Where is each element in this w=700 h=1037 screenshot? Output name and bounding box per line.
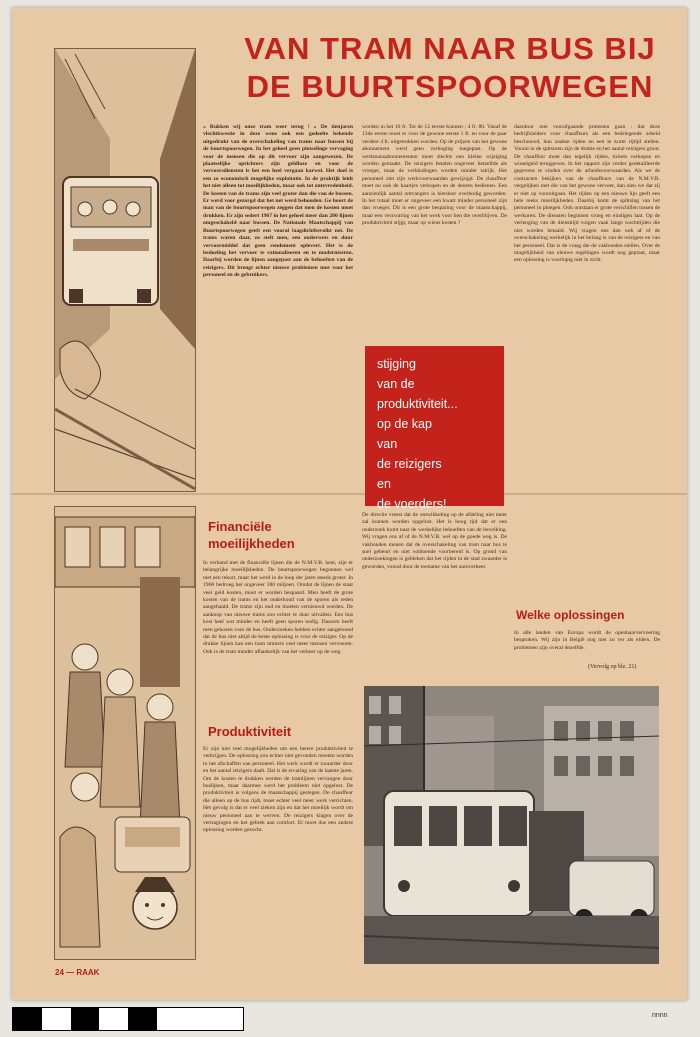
archive-scale-bar <box>12 1007 244 1031</box>
column-2b-text: De directie vreest dat de ontwikkeling op de afdeling niet meer zal kunnen worden opgelost. Het is hoog tijd dat er een onderzoek komt naar de werkelijke behoeften van de bevolking. Wij vragen ons af of de N.M.V.B. wel op de goede weg is. De vakbonden menen dat de overschakeling van tram naar bus te snel gebeurt en niet voldoende voorbereid is. Op grond van onderzoekingen is gebleken dat het rijden in de stad zwaarder is geworden, vooral door de toename van het autoverkeer. <box>362 512 507 570</box>
heading-line: moeilijkheden <box>208 536 295 551</box>
heading-welke-oplossingen: Welke oplossingen <box>516 608 625 622</box>
tram-photo <box>364 686 659 964</box>
heading-line: Financiële <box>208 519 272 534</box>
heading-produktiviteit: Produktiviteit <box>208 724 292 739</box>
produktiviteit-section-text: Er zijn niet veel mogelijkheden om een betere produktiviteit te verkrijgen. De oplossing zou echter niet gevonden moeten worden in het afschaffen van personeel. Het werk wordt er zwaarder door en het aantal reizigers daalt. Dat is de ervaring van de laatste jaren. Om de kosten te drukken werden de tramlijnen vervangen door buslijnen, maar daarmee werd het probleem niet opgelost. De produktiviteit is volgens de maatschappij gestegen. De chauffeur die alleen op de bus rijdt, moet echter veel meer werk verrichten. Het gevolg is dat er veel zieken zijn en dat het moeilijk wordt om nieuw personeel aan te werven. De reizigers klagen over de vertragingen en het gebrek aan comfort. Er moet dus een andere oplossing worden gezocht. <box>203 746 353 834</box>
callout-line: op de kap <box>377 417 432 431</box>
callout-line: stijging <box>377 357 416 371</box>
crowd-illustration <box>54 506 196 960</box>
article-title <box>230 30 670 106</box>
column-3b-text: In alle landen van Europa wordt de openbaarvervoering besproken. Wij zijn in België nog niet zo ver als elders. De problemen zijn overal dezelfde. <box>514 630 660 651</box>
column-2-text: worden in het 10 fr. Tot de 12 eerste kunnen ; 4 fr. 80. Vanaf de 13de eerste moet er voor de gewone eerste 1 fr. en voor de paar verdere 4 fr. uitgetrokken worden. Op de prijzen van het gewone abonnement werd geen verhoging toegepast. Op de werkmansabonnementen moet slechts een kleine wijziging worden gemaakt. De reizigers betalen ongeveer hetzelfde als vroeger, maar de verbindingen worden minder talrijk. Het personeel ziet zijn werkvoorwaarden gewijzigd. De chauffeur moet nu ook de kaartjes verkopen en de deuren bedienen. Een aanzienlijk aantal ontvangers is hierdoor overbodig geworden. In het totaal moet er ongeveer een kwart minder personeel zijn dan vroeger. Dit is een grote besparing voor de maatschappij, maar een verzwaring van het werk voor hen die overblijven. De produktiviteit stijgt, maar op wiens kosten ? <box>362 124 507 227</box>
archive-code: nnnn <box>652 1012 668 1019</box>
article-title-line-2: DE BUURTSPOORWEGEN <box>246 69 654 104</box>
financiele-section-text: In verband met de financiële lijnen die de N.M.V.B. kent, zijn er belangrijke moeilijkheden. De buurtspoorwegen begonnen wel met een tekort, maar het werd in de loop der jaren steeds groter. In 1968 bedroeg het ongeveer 180 miljoen. Omdat de lijnen de staat veel geld kosten, moet er worden bespaard. Men heeft de grote kosten van de trams en het onderhoud van de sporen als reden aangehaald. De trams zijn oud en moeten vernieuwd worden. De aankoop van nieuwe trams zou echter te duur uitvallen. Een bus kost heel wat minder en heeft geen sporen nodig. Daarom heeft men gekozen voor de bus. Onderzoeken hebben echter aangetoond dat de bus niet altijd de beste oplossing is voor de reiziger. Op de drukke lijnen kan een tram immers veel meer mensen vervoeren. Ook is de tram minder afhankelijk van het verkeer op de weg. <box>203 560 353 655</box>
bus-illustration <box>54 48 196 492</box>
continued-note: (Vervolg op blz. 21) <box>588 664 637 670</box>
heading-financiele-moeilijkheden <box>208 518 295 552</box>
column-3-text: daardoor met voorafgaande protesten gaan : dat deze bedrijfsleiders voor chauffeurs als een bedriegende arbeid beschouwd, hun zaakse rijden en een te korte rijtijd stellen. Vooral in de spitsuren zijn de drukte en het aantal reizigers groot. De chauffeur moet dan tegelijk rijden, tickets verkopen en wisselgeld teruggeven. In het rapport zijn verder gedetailleerde gegevens te vinden over de arbeidsvoorwaarden. Als we de contracten bekijken van de chauffeurs van de N.M.V.B. vergelijken met die van het gewone vervoer, dan zien we dat zij er niet op vooruitgaan. Het rijden op een nieuwe lijn geeft een hele reeks moeilijkheden. Daarbij komt de splitsing van het personeel in ploegen. Ook ontstaan er grote verschillen tussen de werkuren. De diensten beginnen vroeg en eindigen laat. Op de verlenging van de diensttijd volgen vaak lange wachttijden die niet worden betaald. Wij vragen ons dan ook af of de overschakeling werkelijk in het belang is van de reizigers en van het personeel. Dat is de vraag die de vakbonden stellen. Over de mogelijkheid van nieuwe regelingen wordt nog gepraat, maar een oplossing is voorlopig niet in zicht. <box>514 124 660 264</box>
callout-box <box>365 346 504 511</box>
callout-line: van <box>377 437 398 451</box>
callout-line: produktiviteit... <box>377 397 458 411</box>
page-footer: 24 — RAAK <box>55 968 100 977</box>
article-title-line-1: VAN TRAM NAAR BUS BIJ <box>244 31 656 66</box>
callout-line: van de <box>377 377 415 391</box>
column-1-text: « Rukken wij onze tram weer terug ! » De tienjaren vlechtkwestie in deze wens ook een gedeelte bekende uitgedrukt van de overschakeling van trams naar bussen bij de buurtspoorwegen. In het geheel geen plotselinge vervaging voor de mensen die op dit vervoer zijn aangewezen. De plaatselijke oprichters zijn geldloze en voor de vervoersdiensten is het een heel vergaan karwei. Het doel is een zo economisch mogelijke exploitatie. In de praktijk leidt het niet alleen tot moeilijkheden, maar ook tot ontevredenheid. De kosten van de trams zijn veel groter dan die van de bussen. Er werd voor gezorgd dat het net werd behouden. Ge hoort de man van de buurtspoorwegen zeggen dat men de kosten moet drukken. Er zijn sedert 1967 in het geheel meer dan 200 lijnen omgeschakeld naar bussen. De Nationale Maatschappij van Buurtspoorwegen geeft een vooral laagdichtbevolkt net. De trams waren daar, zo stelt men, een ouderwets en duur vervoermiddel dat geen rendement oplevert. Het is de bedoeling het vervoer te rationaliseren en te moderniseren. Daarbij worden de lijnen aangepast aan de behoeften van de reizigers. Dit brengt echter nieuwe problemen mee voor het personeel en de gebruikers. <box>203 124 353 279</box>
callout-line: en <box>377 477 391 491</box>
callout-line: de reizigers <box>377 457 442 471</box>
callout-line: de voerders! <box>377 497 447 511</box>
